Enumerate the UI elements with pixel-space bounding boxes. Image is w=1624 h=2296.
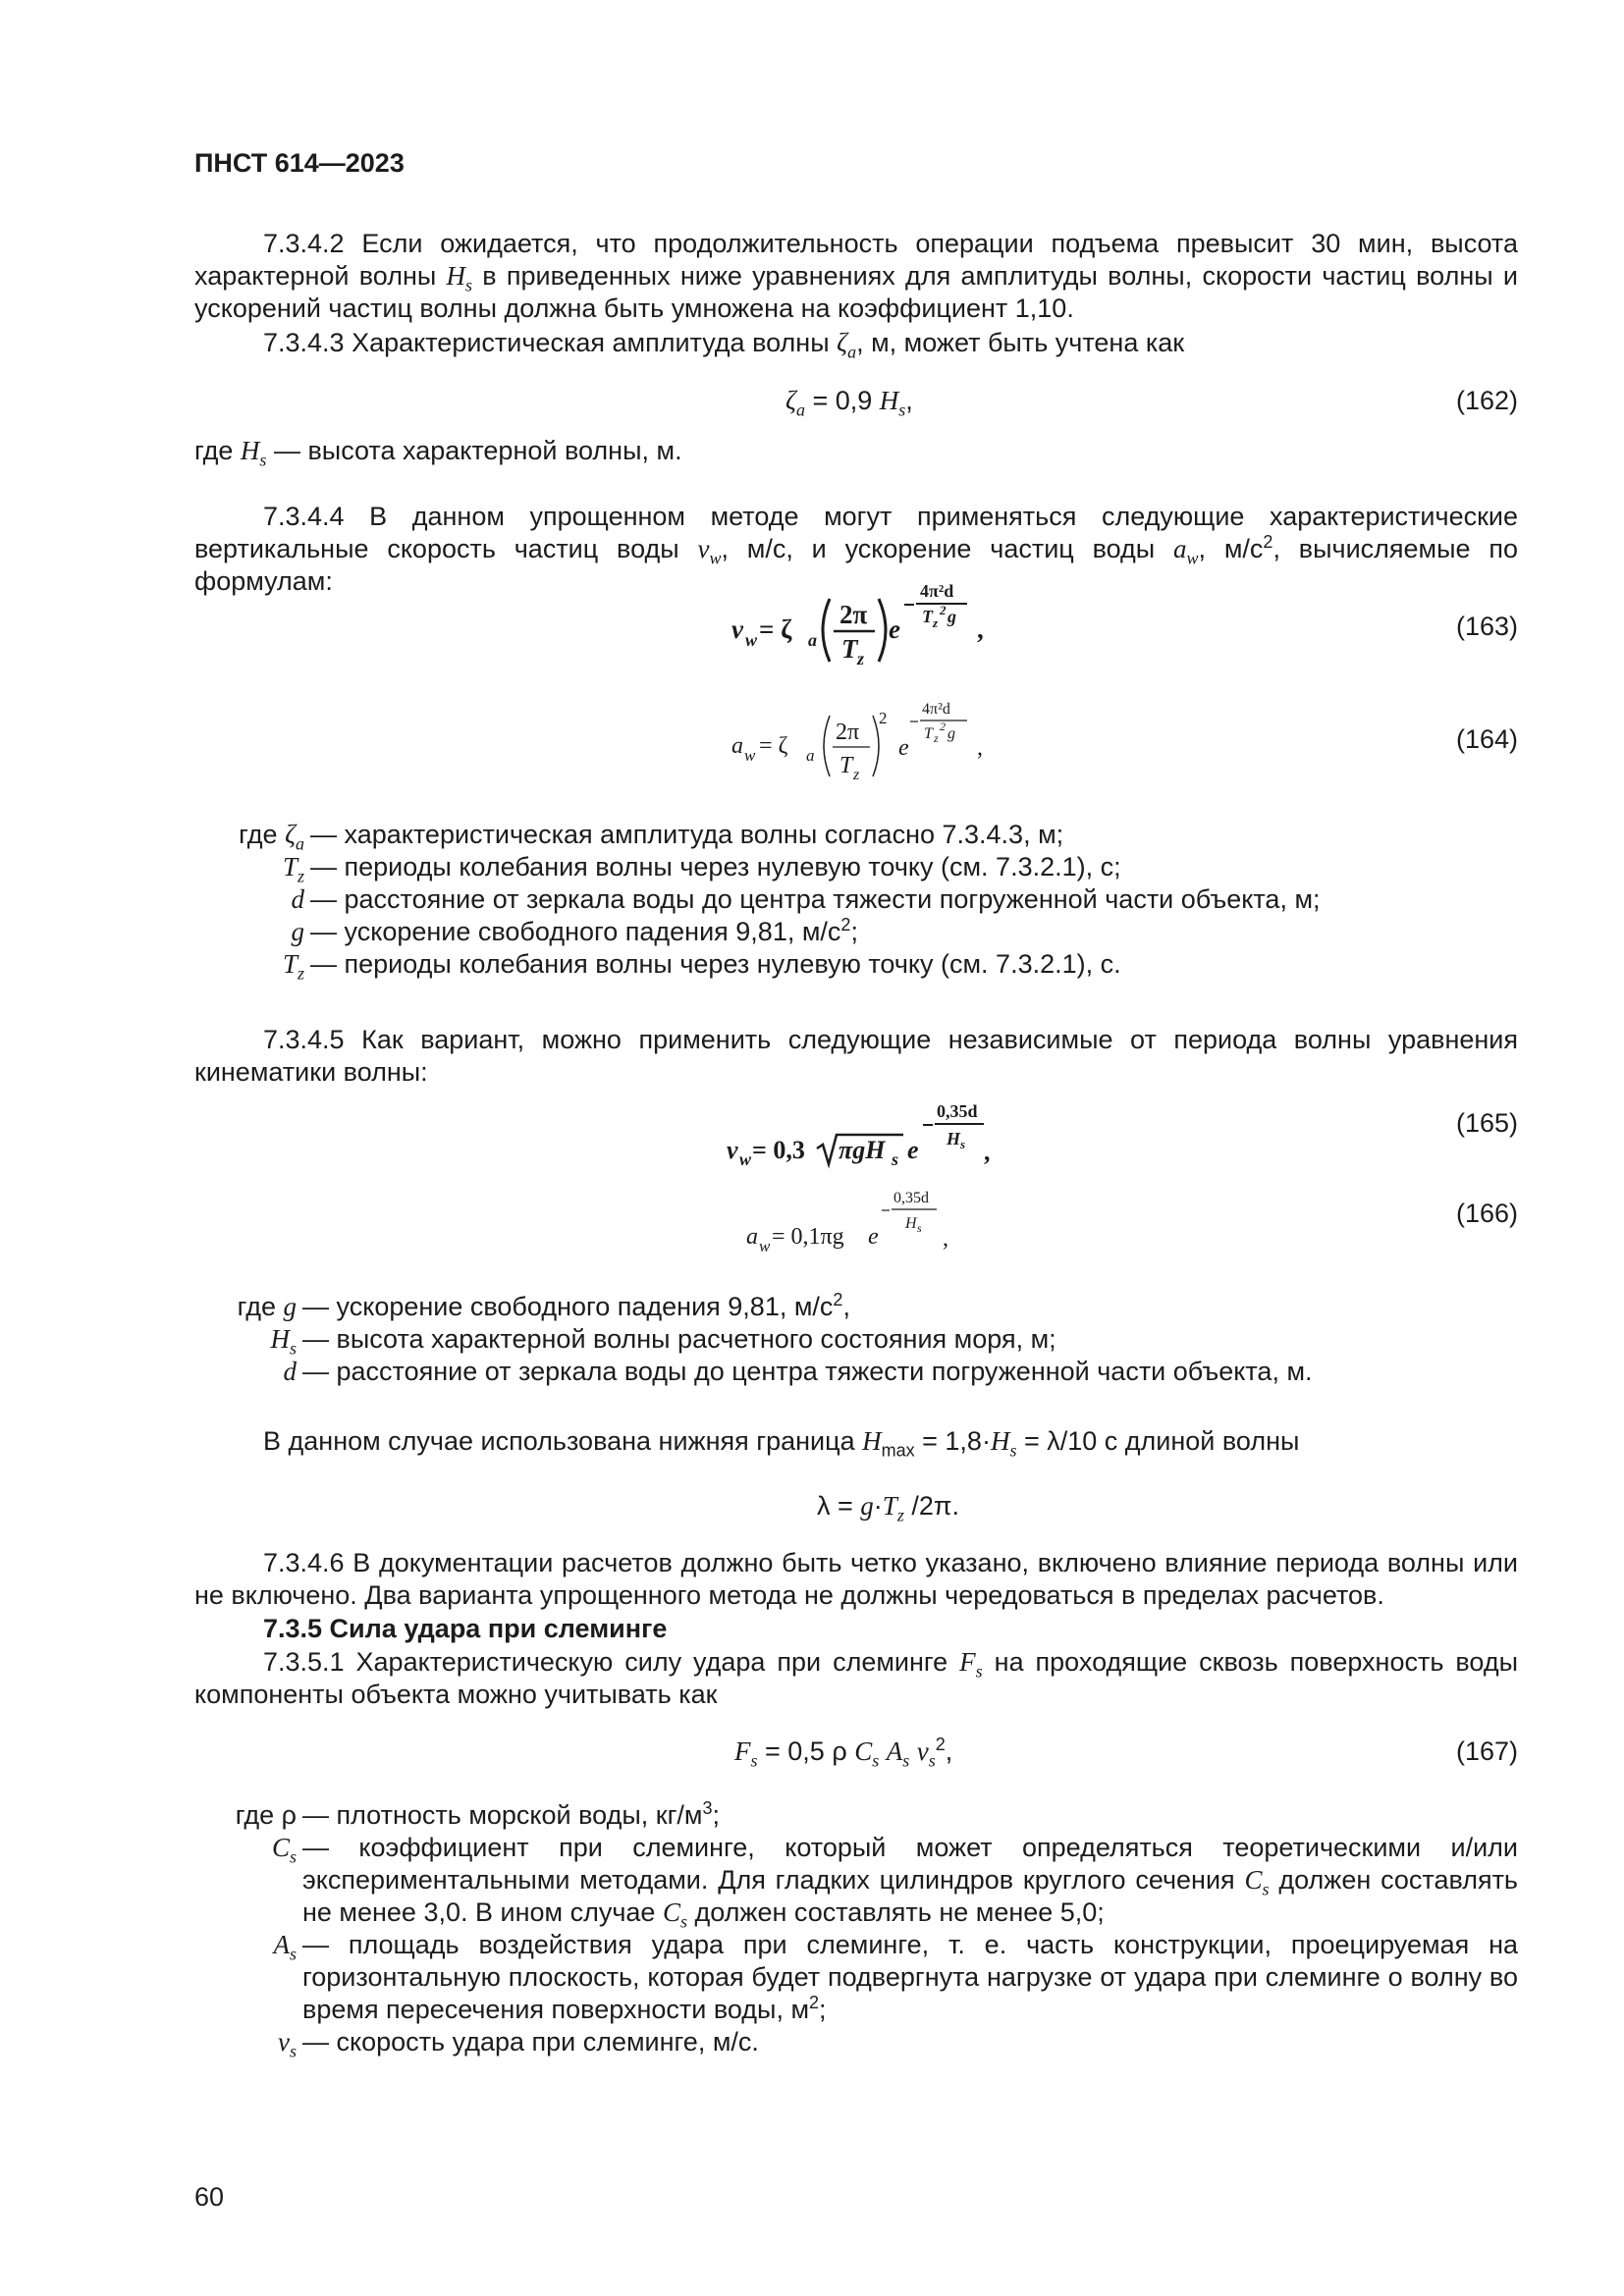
- f163-frac-den-sub: z: [857, 649, 865, 668]
- where-item: d — расстояние от зеркала воды до центра тяжести погруженной части объекта, м.: [283, 1357, 1313, 1386]
- formula-number-162: (162): [1455, 386, 1518, 415]
- where-item: $H_s$ — высота характерной волны расчетного состояния моря, м;: [270, 1324, 1056, 1359]
- where-item-as: $A_s$ — площадь воздействия удара при слеминге, т. е. часть конструкции, проецируемая на горизонтальную плоскость, которая будет подвергнута нагрузке от удара при слеминге о волну во время пересечения поверхности воды, $м^2$;: [273, 1930, 1518, 2024]
- formula-165: [727, 1099, 1001, 1178]
- document-header: ПНСТ 614—2023: [194, 148, 405, 178]
- where-item: где $\zeta_a$ — характеристическая амплитуда волны согласно 7.3.4.3, м;: [239, 820, 1064, 854]
- f163-lhs-sub: w: [745, 630, 758, 650]
- formula-number-165: (165): [1455, 1108, 1518, 1138]
- f164-frac-den: T: [839, 753, 853, 778]
- where-item-cs: $C_s$ — коэффициент при слеминге, который может определяться теоретическими и/или экспериментальными методами. Для гладких цилиндров круглого сечения $C_s$ должен составлять не менее 3,0. В ином случае $C_s$ должен составлять не менее 5,0;: [271, 1833, 1518, 1932]
- f164-exp-den: T: [924, 725, 933, 742]
- f165-root: πgH: [839, 1136, 886, 1164]
- where-162: где $H_s$ — высота характерной волны, м.: [194, 436, 682, 470]
- f163-exp-num: 4π²d: [920, 581, 954, 601]
- f163-lhs: v: [731, 614, 743, 644]
- f165-lhs: v: [727, 1136, 738, 1164]
- formula-number-166: (166): [1455, 1199, 1518, 1228]
- f165-exp-den-sub: s: [960, 1137, 966, 1151]
- where-list-163-164: [194, 819, 1518, 984]
- f165-eq: = 0,3: [752, 1136, 805, 1164]
- f163-exp-den-sub: z: [933, 615, 939, 630]
- f165-e: e: [907, 1136, 919, 1164]
- f166-lhs: a: [746, 1224, 758, 1250]
- where-item-vs: $v_s$ — скорость удара при слеминге, м/с.: [278, 2027, 759, 2061]
- f165-exp-den: H: [947, 1129, 961, 1148]
- f166-tail: ,: [943, 1226, 948, 1252]
- f164-lhs-sub: w: [744, 746, 756, 765]
- f166-lhs-sub: w: [759, 1237, 771, 1255]
- f164-e: e: [898, 735, 909, 761]
- paragraph-7-3-4-4: 7.3.4.4 В данном упрощенном методе могут применяться следующие характеристические вертикальные скорость частиц воды $v_w$, м/с, и ускорение частиц воды $a_w$, $м/с^2$, вычисляемые по формулам:: [194, 502, 1518, 596]
- f164-tail: ,: [977, 735, 983, 761]
- formula-number-164: (164): [1455, 724, 1518, 754]
- formula-167: $F_s = 0,5$ ρ $C_s$ $A_s$ $v_s^2$,: [734, 1735, 953, 1771]
- paragraph-hmax: В данном случае использована нижняя граница $H_{max} = 1,8\cdot H_s = \lambda/10$ с длиной волны: [263, 1426, 1300, 1461]
- f163-e: e: [889, 614, 900, 644]
- where-item: $T_z$ — периоды колебания волны через нулевую точку (см. 7.3.2.1), с;: [282, 852, 1121, 886]
- f164-frac-num: 2π: [836, 720, 860, 745]
- f164-exp-den-sup: 2: [940, 720, 946, 733]
- formula-166: [746, 1183, 972, 1261]
- paragraph-7-3-4-6: 7.3.4.6 В документации расчетов должно быть четко указано, включено влияние периода волны или не включено. Два варианта упрощенного метода не должны чередоваться в пределах расчетов.: [194, 1548, 1518, 1610]
- f164-eq-sub: a: [806, 746, 815, 765]
- f164-exp-num: 4π²d: [922, 701, 950, 718]
- where-item-rho: где ρ — плотность морской воды, $кг/м^3$;: [235, 1798, 721, 1830]
- where-item: $T_z$ — периоды колебания волны через нулевую точку (см. 7.3.2.1), с.: [282, 949, 1121, 984]
- f166-exp-den-sub: s: [917, 1221, 922, 1235]
- paragraph-7-3-4-5: 7.3.4.5 Как вариант, можно применить следующие независимые от периода волны уравнения кинематики волны:: [194, 1025, 1518, 1087]
- f163-exp-den: T: [922, 607, 933, 626]
- f163-eq-sub: a: [808, 630, 817, 650]
- formula-162: $\zeta_a = 0,9$ $H_s$,: [785, 386, 913, 420]
- f164-frac-den-sub: z: [853, 767, 860, 783]
- f165-lhs-sub: w: [739, 1149, 752, 1169]
- where-item: g — ускорение свободного падения 9,81, $м/с^2$;: [291, 915, 858, 946]
- formula-163: [731, 579, 1006, 677]
- f165-root-sub: s: [892, 1149, 899, 1169]
- where-list-167: [194, 1798, 1518, 2061]
- section-heading-7-3-5: 7.3.5 Сила удара при слеминге: [263, 1614, 668, 1643]
- f165-exp-num: 0,35d: [937, 1101, 978, 1121]
- f166-e: e: [868, 1224, 879, 1250]
- f163-exp-den-sup: 2: [940, 603, 947, 617]
- f163-frac-den: T: [841, 634, 858, 664]
- f163-eq: = ζ: [759, 614, 792, 644]
- f166-exp-den: H: [905, 1215, 917, 1232]
- f164-eq: = ζ: [759, 733, 788, 759]
- f163-exp-den-tail: g: [947, 607, 956, 626]
- f163-frac-num: 2π: [839, 600, 868, 629]
- paragraph-7-3-4-2: 7.3.4.2 Если ожидается, что продолжительность операции подъема превысит 30 мин, высота характерной волны $H_s$ в приведенных ниже уравнениях для амплитуды волны, скорости частиц волны и ускорений частиц волны должна быть умножена на коэффициент 1,10.: [194, 229, 1518, 323]
- f164-exp-den-sub: z: [934, 731, 939, 745]
- f164-lhs: a: [731, 733, 743, 759]
- f164-exp-den-tail: g: [947, 725, 955, 742]
- f166-exp-num: 0,35d: [893, 1190, 929, 1206]
- formula-164: [731, 692, 1006, 790]
- where-list-165-166: [194, 1291, 1518, 1388]
- page-number: 60: [194, 2182, 225, 2212]
- f163-tail: ,: [977, 614, 984, 644]
- where-item: где g — ускорение свободного падения 9,81, $м/с^2$,: [237, 1290, 850, 1321]
- f166-eq: = 0,1πg: [772, 1224, 844, 1250]
- paragraph-7-3-4-3: 7.3.4.3 Характеристическая амплитуда волны $\zeta_a$, м, может быть учтена как: [263, 328, 1185, 362]
- f165-tail: ,: [984, 1138, 991, 1166]
- formula-lambda: $\lambda = g\cdot T_z$ /2π.: [817, 1491, 959, 1525]
- where-item: d — расстояние от зеркала воды до центра тяжести погруженной части объекта, м;: [291, 884, 1321, 914]
- paragraph-7-3-5-1: 7.3.5.1 Характеристическую силу удара при слеминге $F_s$ на проходящие сквозь поверхность воды компоненты объекта можно учитывать как: [194, 1647, 1518, 1709]
- f164-power: 2: [879, 709, 888, 727]
- formula-number-167: (167): [1455, 1736, 1518, 1766]
- formula-number-163: (163): [1455, 612, 1518, 641]
